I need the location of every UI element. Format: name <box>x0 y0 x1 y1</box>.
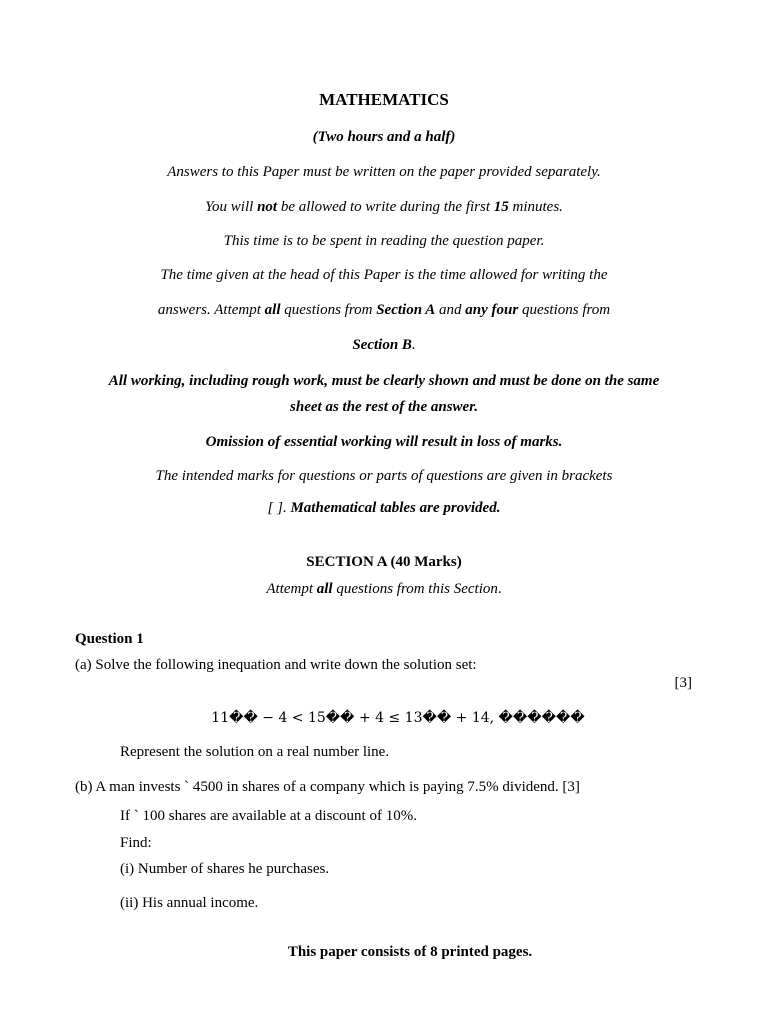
question-part-b-condition: If ` 100 shares are available at a discount of 10%. <box>120 808 417 824</box>
instruction-working-line1: All working, including rough work, must be clearly shown and must be done on the same <box>108 373 660 389</box>
instruction-marks-line1: The intended marks for questions or parts of questions are given in brackets <box>155 468 613 484</box>
text-fragment: . <box>411 337 416 353</box>
emphasis-all: all <box>264 302 281 318</box>
question-part-b-ii: (ii) His annual income. <box>120 895 259 911</box>
subject-title: MATHEMATICS <box>319 90 449 109</box>
text-fragment: answers. Attempt <box>157 302 265 318</box>
question-part-a-instruction: Represent the solution on a real number line. <box>120 744 390 760</box>
instruction-time-line1: The time given at the head of this Paper is the time allowed for writing the <box>160 267 608 283</box>
question-part-b-find: Find: <box>120 835 152 851</box>
text-fragment: . <box>497 581 502 597</box>
text-fragment: questions from this Section <box>332 581 498 597</box>
section-a-note <box>0 581 768 598</box>
emphasis-section-a: Section A <box>376 302 436 318</box>
instruction-time-line3 <box>0 337 768 354</box>
instruction-answers: Answers to this Paper must be written on the paper provided separately. <box>167 164 601 180</box>
instruction-reading-purpose: This time is to be spent in reading the question paper. <box>223 233 545 249</box>
instruction-omission: Omission of essential working will result in loss of marks. <box>205 434 563 450</box>
emphasis-minutes: 15 <box>493 199 509 215</box>
text-fragment: Attempt <box>266 581 317 597</box>
question-title: Question 1 <box>75 631 144 647</box>
instruction-working-line2: sheet as the rest of the answer. <box>290 399 478 415</box>
instruction-marks-line2 <box>0 500 768 517</box>
text-fragment: [ ]. <box>267 500 291 516</box>
section-a-heading: SECTION A (40 Marks) <box>306 554 462 570</box>
emphasis-all: all <box>316 581 333 597</box>
question-part-b: (b) A man invests ` 4500 in shares of a company which is paying 7.5% dividend. [3] <box>75 779 580 795</box>
marks-label: [3] <box>674 675 692 691</box>
instruction-reading-time <box>0 199 768 216</box>
instruction-time-line2 <box>0 302 768 319</box>
question-part-b-i: (i) Number of shares he purchases. <box>120 861 330 877</box>
text-fragment: be allowed to write during the first <box>277 199 494 215</box>
text-fragment: and <box>435 302 466 318</box>
text-fragment: questions from <box>518 302 611 318</box>
pages-note: This paper consists of 8 printed pages. <box>287 944 533 960</box>
emphasis-section-b: Section B <box>352 337 412 353</box>
duration: (Two hours and a half) <box>312 129 456 145</box>
text-fragment: questions from <box>280 302 377 318</box>
question-part-a: (a) Solve the following inequation and write down the solution set: <box>75 657 477 673</box>
text-fragment: minutes. <box>508 199 563 215</box>
text-fragment: You will <box>205 199 258 215</box>
emphasis-not: not <box>257 199 278 215</box>
emphasis-tables: Mathematical tables are provided. <box>290 500 501 516</box>
emphasis-any-four: any four <box>465 302 519 318</box>
inequation: 11�� − 4 < 15�� + 4 ≤ 13�� + 14, ������ <box>211 710 585 726</box>
